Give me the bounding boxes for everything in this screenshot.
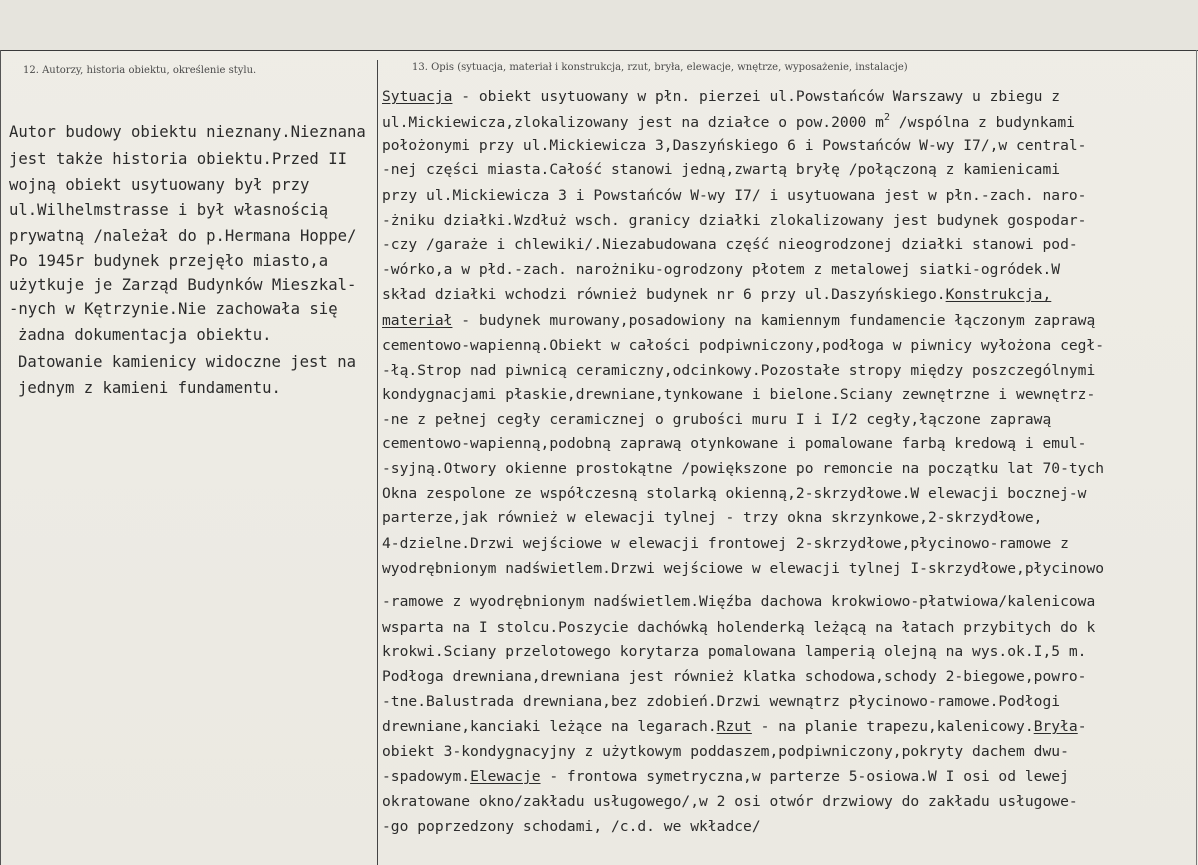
label-konstrukcja: Konstrukcja, xyxy=(945,286,1052,303)
right-line: obiekt 3-kondygnacyjny z użytkowym poddaszem,podpiwniczony,pokryty dachem dwu- xyxy=(382,743,1069,760)
top-margin xyxy=(0,0,1198,50)
right-line: kondygnacjami płaskie,drewniane,tynkowane i bielone.Sciany zewnętrzne i wewnętrz- xyxy=(382,386,1096,403)
label-material: materiał xyxy=(382,312,453,329)
right-line: -go poprzedzony schodami, /c.d. we wkładce/ xyxy=(382,818,761,835)
text-run: - xyxy=(1077,718,1087,735)
superscript: 2 xyxy=(883,112,890,123)
text-run: - budynek murowany,posadowiony na kamiennym fundamencie łączonym zaprawą xyxy=(452,312,1096,329)
right-line xyxy=(382,718,1087,735)
right-line xyxy=(382,88,1060,105)
right-line: -ramowe z wyodrębnionym nadświetlem.Więźba dachowa krokwiowo-płatwiowa/kalenicowa xyxy=(382,593,1096,610)
right-line: wsparta na I stolcu.Poszycie dachówką holenderką leżącą na łatach przybitych do k xyxy=(382,619,1096,636)
right-line xyxy=(382,312,1095,329)
right-line: -żniku działki.Wzdłuż wsch. granicy działki zlokalizowany jest budynek gospodar- xyxy=(382,212,1087,229)
left-line: ul.Wilhelmstrasse i był własnością xyxy=(9,201,329,219)
right-line: przy ul.Mickiewicza 3 i Powstańców W-wy I7/ i usytuowana jest w płn.-zach. naro- xyxy=(382,187,1087,204)
right-line: cementowo-wapienną,podobną zaprawą otynkowane i pomalowane farbą kredową i emul- xyxy=(382,435,1087,452)
top-rule xyxy=(0,50,1198,51)
left-line: jednym z kamieni fundamentu. xyxy=(18,379,281,397)
column-divider xyxy=(377,60,378,865)
right-line: położonymi przy ul.Mickiewicza 3,Daszyńskiego 6 i Powstańców W-wy I7/,w central- xyxy=(382,137,1087,154)
left-line: jest także historia obiektu.Przed II xyxy=(9,150,347,168)
text-run: - na planie trapezu,kalenicowy. xyxy=(751,718,1034,735)
left-line: -nych w Kętrzynie.Nie zachowała się xyxy=(9,300,338,318)
text-run: - obiekt usytuowany w płn. pierzei ul.Powstańców Warszawy u zbiegu z xyxy=(452,88,1061,105)
left-line: żadna dokumentacja obiektu. xyxy=(18,326,272,344)
left-line: użytkuje je Zarząd Budynków Mieszkal- xyxy=(9,276,357,294)
section-13-heading: 13. Opis (sytuacja, materiał i konstrukcja, rzut, bryła, elewacje, wnętrze, wyposażenie, instalacje) xyxy=(412,62,908,73)
left-line: Datowanie kamienicy widoczne jest na xyxy=(18,353,356,371)
text-run: skład działki wchodzi również budynek nr 6 przy ul.Daszyńskiego. xyxy=(382,286,946,303)
right-line: wyodrębnionym nadświetlem.Drzwi wejściowe w elewacji tylnej I-skrzydłowe,płycinowo xyxy=(382,560,1105,577)
right-line: -syjną.Otwory okienne prostokątne /powiększone po remoncie na początku lat 70-tych xyxy=(382,460,1105,477)
left-line: Autor budowy obiektu nieznany.Nieznana xyxy=(9,123,366,141)
right-line: Podłoga drewniana,drewniana jest również klatka schodowa,schody 2-biegowe,powro- xyxy=(382,668,1087,685)
right-column-text xyxy=(380,75,1198,865)
label-elewacje: Elewacje xyxy=(470,768,541,785)
text-run: - frontowa symetryczna,w parterze 5-osiowa.W I osi od lewej xyxy=(540,768,1069,785)
text-run: -spadowym. xyxy=(382,768,471,785)
right-line xyxy=(382,286,1051,303)
text-run: drewniane,kanciaki leżące na legarach. xyxy=(382,718,717,735)
right-line: okratowane okno/zakładu usługowego/,w 2 osi otwór drzwiowy do zakładu usługowe- xyxy=(382,793,1078,810)
right-line: 4-dzielne.Drzwi wejściowe w elewacji frontowej 2-skrzydłowe,płycinowo-ramowe z xyxy=(382,535,1069,552)
left-line: Po 1945r budynek przejęło miasto,a xyxy=(9,252,329,270)
right-line: -nej części miasta.Całość stanowi jedną,zwartą bryłę /połączoną z kamienicami xyxy=(382,161,1061,178)
right-line: -czy /garaże i chlewiki/.Niezabudowana część nieogrodzonej działki stanowi pod- xyxy=(382,236,1078,253)
right-line: cementowo-wapienną.Obiekt w całości podpiwniczony,podłoga w piwnicy wyłożona cegł- xyxy=(382,337,1105,354)
left-border xyxy=(0,50,1,865)
right-line xyxy=(382,768,1069,785)
right-line: parterze,jak również w elewacji tylnej - trzy okna skrzynkowe,2-skrzydłowe, xyxy=(382,509,1043,526)
right-line: Okna zespolone ze współczesną stolarką okienną,2-skrzydłowe.W elewacji bocznej-w xyxy=(382,485,1087,502)
right-line: -łą.Strop nad piwnicą ceramiczny,odcinkowy.Pozostałe stropy między poszczególnymi xyxy=(382,362,1096,379)
right-line: -ne z pełnej cegły ceramicznej o grubości muru I i I/2 cegły,łączone zaprawą xyxy=(382,411,1052,428)
left-line: prywatną /należał do p.Hermana Hoppe/ xyxy=(9,227,357,245)
label-bryla: Bryła xyxy=(1033,718,1078,735)
left-line: wojną obiekt usytuowany był przy xyxy=(9,176,310,194)
right-line: -tne.Balustrada drewniana,bez zdobień.Drzwi wewnątrz płycinowo-ramowe.Podłogi xyxy=(382,693,1061,710)
label-sytuacja: Sytuacja xyxy=(382,88,453,105)
text-run: ul.Mickiewicza,zlokalizowany jest na działce o pow.2000 m xyxy=(382,114,884,131)
section-12-heading: 12. Autorzy, historia obiektu, określenie stylu. xyxy=(23,65,257,76)
label-rzut: Rzut xyxy=(716,718,752,735)
text-run: /wspólna z budynkami xyxy=(890,114,1075,131)
right-line: -wórko,a w płd.-zach. narożniku-ogrodzony płotem z metalowej siatki-ogródek.W xyxy=(382,261,1061,278)
right-line xyxy=(382,112,1075,131)
right-line: krokwi.Sciany przelotowego korytarza pomalowana lamperią olejną na wys.ok.I,5 m. xyxy=(382,643,1087,660)
